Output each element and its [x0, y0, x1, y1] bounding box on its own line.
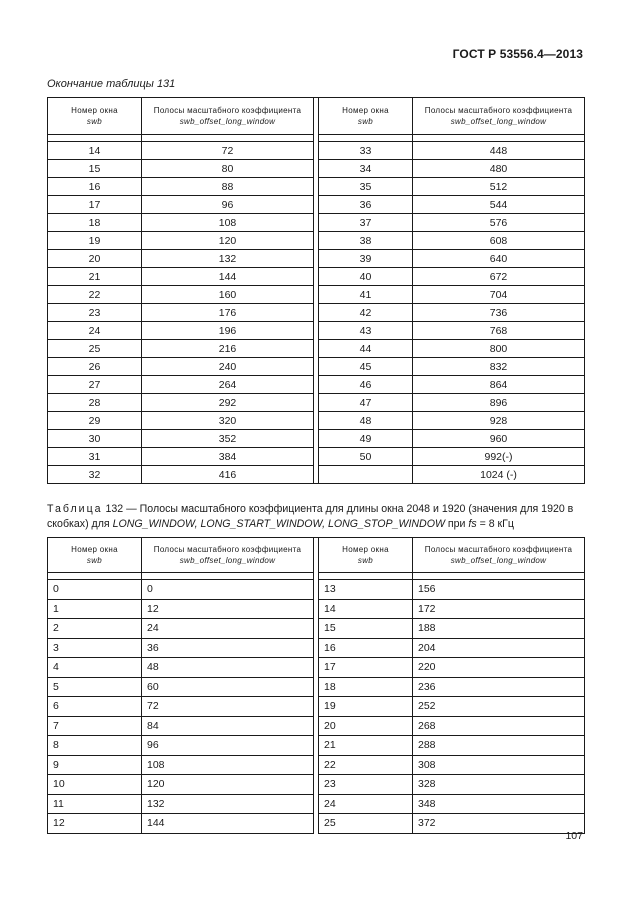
scalefactor-band-cell: 132	[142, 794, 314, 814]
window-number-cell: 2	[48, 619, 142, 639]
window-number-cell: 29	[48, 412, 142, 430]
window-number-cell: 28	[48, 394, 142, 412]
column-header-title: Номер окна	[342, 545, 389, 554]
caption-fs-symbol: fs	[468, 518, 477, 530]
table-row	[48, 196, 585, 214]
scalefactor-band-cell: 896	[413, 394, 585, 412]
table-row	[48, 794, 585, 814]
window-number-cell: 37	[319, 214, 413, 232]
scalefactor-band-cell: 576	[413, 214, 585, 232]
column-header-title: Полосы масштабного коэффициента	[424, 106, 573, 115]
window-number-cell: 43	[319, 322, 413, 340]
table-row	[48, 178, 585, 196]
scalefactor-band-cell: 12	[142, 599, 314, 619]
scalefactor-band-cell: 480	[413, 160, 585, 178]
window-number-cell: 46	[319, 376, 413, 394]
column-header-window-number	[319, 538, 413, 573]
window-number-cell: 23	[48, 304, 142, 322]
window-number-cell: 36	[319, 196, 413, 214]
window-number-cell: 30	[48, 430, 142, 448]
window-number-cell: 6	[48, 697, 142, 717]
window-number-cell: 12	[48, 814, 142, 834]
header-spacer-row	[48, 573, 585, 580]
table-row	[48, 394, 585, 412]
scalefactor-band-cell: 108	[142, 755, 314, 775]
window-number-cell: 14	[319, 599, 413, 619]
table-row	[48, 268, 585, 286]
window-number-cell: 4	[48, 658, 142, 678]
column-header-subtitle: swb	[86, 117, 103, 126]
scalefactor-band-cell: 640	[413, 250, 585, 268]
column-header-subtitle: swb_offset_long_window	[179, 117, 276, 126]
window-number-cell: 21	[48, 268, 142, 286]
scalefactor-band-cell: 144	[142, 268, 314, 286]
column-header-subtitle: swb	[357, 556, 374, 565]
column-header-title: Полосы масштабного коэффициента	[153, 106, 302, 115]
window-number-cell	[319, 466, 413, 484]
table-row	[48, 619, 585, 639]
scalefactor-band-cell: 236	[413, 677, 585, 697]
window-number-cell: 35	[319, 178, 413, 196]
column-header-scalefactor-bands	[142, 538, 314, 573]
standard-code: ГОСТ Р 53556.4—2013	[452, 47, 583, 61]
table-row	[48, 677, 585, 697]
scalefactor-band-cell: 960	[413, 430, 585, 448]
window-number-cell: 7	[48, 716, 142, 736]
window-number-cell: 9	[48, 755, 142, 775]
caption-window-types: LONG_WINDOW, LONG_START_WINDOW, LONG_STOP_WINDOW	[112, 518, 445, 530]
table-row	[48, 448, 585, 466]
table-row	[48, 286, 585, 304]
scalefactor-band-cell: 160	[142, 286, 314, 304]
column-header-title: Полосы масштабного коэффициента	[153, 545, 302, 554]
column-header-title: Номер окна	[71, 545, 118, 554]
scalefactor-band-cell: 220	[413, 658, 585, 678]
column-header-window-number	[319, 98, 413, 135]
table-row	[48, 250, 585, 268]
column-header-window-number	[48, 98, 142, 135]
window-number-cell: 42	[319, 304, 413, 322]
column-header-title: Полосы масштабного коэффициента	[424, 545, 573, 554]
scalefactor-band-cell: 736	[413, 304, 585, 322]
scalefactor-band-cell: 80	[142, 160, 314, 178]
column-header-subtitle: swb	[357, 117, 374, 126]
window-number-cell: 33	[319, 142, 413, 160]
scalefactor-band-cell: 120	[142, 232, 314, 250]
window-number-cell: 21	[319, 736, 413, 756]
window-number-cell: 10	[48, 775, 142, 795]
scalefactor-band-cell: 800	[413, 340, 585, 358]
window-number-cell: 44	[319, 340, 413, 358]
window-number-cell: 18	[48, 214, 142, 232]
table-row	[48, 412, 585, 430]
table-row	[48, 716, 585, 736]
column-header-subtitle: swb_offset_long_window	[450, 556, 547, 565]
table-row	[48, 376, 585, 394]
table-row	[48, 599, 585, 619]
column-header-title: Номер окна	[71, 106, 118, 115]
scalefactor-band-cell: 448	[413, 142, 585, 160]
window-number-cell: 38	[319, 232, 413, 250]
scalefactor-band-cell: 156	[413, 580, 585, 600]
header-spacer-row	[48, 135, 585, 142]
scalefactor-band-cell: 544	[413, 196, 585, 214]
table-row	[48, 160, 585, 178]
scalefactor-band-cell: 204	[413, 638, 585, 658]
window-number-cell: 34	[319, 160, 413, 178]
table-row	[48, 232, 585, 250]
scalefactor-band-cell: 768	[413, 322, 585, 340]
scalefactor-band-cell: 372	[413, 814, 585, 834]
window-number-cell: 39	[319, 250, 413, 268]
window-number-cell: 13	[319, 580, 413, 600]
scalefactor-band-cell: 608	[413, 232, 585, 250]
scalefactor-band-cell: 288	[413, 736, 585, 756]
window-number-cell: 20	[319, 716, 413, 736]
table-row	[48, 697, 585, 717]
window-number-cell: 27	[48, 376, 142, 394]
table-header-row	[48, 98, 585, 135]
scalefactor-band-cell: 48	[142, 658, 314, 678]
scalefactor-band-cell: 216	[142, 340, 314, 358]
table-row	[48, 430, 585, 448]
scalefactor-band-cell: 72	[142, 142, 314, 160]
table-row	[48, 638, 585, 658]
caption-text: при	[444, 518, 469, 530]
table-row	[48, 814, 585, 834]
table-row	[48, 775, 585, 795]
window-number-cell: 49	[319, 430, 413, 448]
window-number-cell: 25	[319, 814, 413, 834]
table-131	[47, 97, 585, 484]
table-row	[48, 736, 585, 756]
window-number-cell: 22	[48, 286, 142, 304]
table-label: Таблица	[47, 503, 103, 515]
column-header-title: Номер окна	[342, 106, 389, 115]
window-number-cell: 17	[319, 658, 413, 678]
scalefactor-band-cell: 292	[142, 394, 314, 412]
table-row	[48, 580, 585, 600]
scalefactor-band-cell: 252	[413, 697, 585, 717]
window-number-cell: 3	[48, 638, 142, 658]
scalefactor-band-cell: 384	[142, 448, 314, 466]
table-row	[48, 340, 585, 358]
table-row	[48, 466, 585, 484]
window-number-cell: 5	[48, 677, 142, 697]
column-header-window-number	[48, 538, 142, 573]
scalefactor-band-cell: 264	[142, 376, 314, 394]
window-number-cell: 16	[48, 178, 142, 196]
window-number-cell: 17	[48, 196, 142, 214]
table-132	[47, 537, 585, 834]
table-row	[48, 358, 585, 376]
table-132-caption	[47, 502, 587, 532]
scalefactor-band-cell: 992(-)	[413, 448, 585, 466]
window-number-cell: 19	[319, 697, 413, 717]
scalefactor-band-cell: 928	[413, 412, 585, 430]
table-row	[48, 755, 585, 775]
table-number: 132	[105, 503, 124, 515]
window-number-cell: 41	[319, 286, 413, 304]
scalefactor-band-cell: 512	[413, 178, 585, 196]
scalefactor-band-cell: 96	[142, 736, 314, 756]
window-number-cell: 24	[48, 322, 142, 340]
column-header-subtitle: swb_offset_long_window	[450, 117, 547, 126]
window-number-cell: 50	[319, 448, 413, 466]
scalefactor-band-cell: 328	[413, 775, 585, 795]
window-number-cell: 14	[48, 142, 142, 160]
scalefactor-band-cell: 132	[142, 250, 314, 268]
scalefactor-band-cell: 348	[413, 794, 585, 814]
scalefactor-band-cell: 416	[142, 466, 314, 484]
scalefactor-band-cell: 240	[142, 358, 314, 376]
window-number-cell: 47	[319, 394, 413, 412]
window-number-cell: 24	[319, 794, 413, 814]
column-header-subtitle: swb	[86, 556, 103, 565]
scalefactor-band-cell: 864	[413, 376, 585, 394]
window-number-cell: 15	[48, 160, 142, 178]
scalefactor-band-cell: 1024 (-)	[413, 466, 585, 484]
window-number-cell: 23	[319, 775, 413, 795]
window-number-cell: 18	[319, 677, 413, 697]
window-number-cell: 25	[48, 340, 142, 358]
window-number-cell: 20	[48, 250, 142, 268]
window-number-cell: 1	[48, 599, 142, 619]
scalefactor-band-cell: 36	[142, 638, 314, 658]
scalefactor-band-cell: 88	[142, 178, 314, 196]
table-row	[48, 322, 585, 340]
column-header-scalefactor-bands	[413, 538, 585, 573]
window-number-cell: 16	[319, 638, 413, 658]
scalefactor-band-cell: 144	[142, 814, 314, 834]
window-number-cell: 8	[48, 736, 142, 756]
window-number-cell: 22	[319, 755, 413, 775]
window-number-cell: 31	[48, 448, 142, 466]
window-number-cell: 45	[319, 358, 413, 376]
table-row	[48, 142, 585, 160]
scalefactor-band-cell: 96	[142, 196, 314, 214]
window-number-cell: 0	[48, 580, 142, 600]
window-number-cell: 19	[48, 232, 142, 250]
window-number-cell: 48	[319, 412, 413, 430]
scalefactor-band-cell: 308	[413, 755, 585, 775]
table-row	[48, 214, 585, 232]
scalefactor-band-cell: 196	[142, 322, 314, 340]
window-number-cell: 40	[319, 268, 413, 286]
table-row	[48, 658, 585, 678]
scalefactor-band-cell: 24	[142, 619, 314, 639]
column-header-subtitle: swb_offset_long_window	[179, 556, 276, 565]
scalefactor-band-cell: 704	[413, 286, 585, 304]
scalefactor-band-cell: 0	[142, 580, 314, 600]
scalefactor-band-cell: 108	[142, 214, 314, 232]
column-header-scalefactor-bands	[142, 98, 314, 135]
page-number: 107	[565, 830, 583, 842]
column-header-scalefactor-bands	[413, 98, 585, 135]
window-number-cell: 11	[48, 794, 142, 814]
scalefactor-band-cell: 320	[142, 412, 314, 430]
scalefactor-band-cell: 60	[142, 677, 314, 697]
scalefactor-band-cell: 172	[413, 599, 585, 619]
window-number-cell: 32	[48, 466, 142, 484]
window-number-cell: 26	[48, 358, 142, 376]
scalefactor-band-cell: 176	[142, 304, 314, 322]
scalefactor-band-cell: 84	[142, 716, 314, 736]
caption-text: — Полосы масштабного коэффициента для длины окна 2048 и 1920 (значения для 1920 в скобках) для	[47, 503, 574, 530]
table-header-row	[48, 538, 585, 573]
scalefactor-band-cell: 832	[413, 358, 585, 376]
scalefactor-band-cell: 268	[413, 716, 585, 736]
scalefactor-band-cell: 672	[413, 268, 585, 286]
scalefactor-band-cell: 188	[413, 619, 585, 639]
window-number-cell: 15	[319, 619, 413, 639]
scalefactor-band-cell: 72	[142, 697, 314, 717]
caption-text: = 8 кГц	[476, 518, 514, 530]
table-131-continuation-caption: Окончание таблицы 131	[47, 78, 176, 90]
table-row	[48, 304, 585, 322]
scalefactor-band-cell: 120	[142, 775, 314, 795]
scalefactor-band-cell: 352	[142, 430, 314, 448]
